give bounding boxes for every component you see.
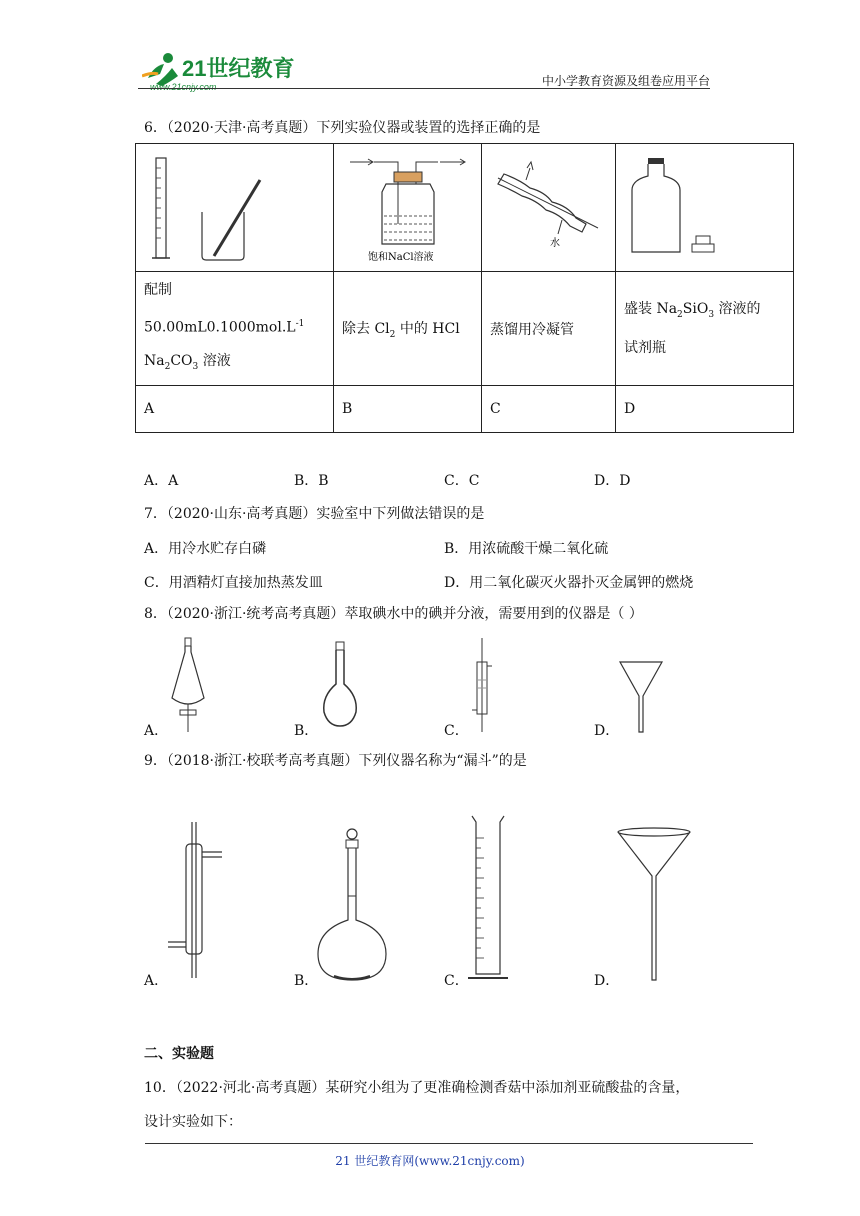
reagent-bottle-icon xyxy=(624,144,785,267)
condenser-tube-icon xyxy=(490,144,607,267)
footer-link[interactable]: 21 世纪教育网(www.21cnjy.com) xyxy=(335,1154,525,1168)
q7-option-c[interactable]: C．用酒精灯直接加热蒸发皿 xyxy=(144,575,323,591)
q7-option-a[interactable]: A．用冷水贮存白磷 xyxy=(144,541,267,557)
section-title: 二、实验题 xyxy=(144,1046,214,1062)
funnel-icon xyxy=(618,656,664,736)
volumetric-flask-icon xyxy=(318,640,362,730)
q6-cell-d: 盛装 $Na_2SiO_3$ 溶液的 试剂瓶 xyxy=(616,272,794,386)
q7-option-d[interactable]: D．用二氧化碳灭火器扑灭金属钾的燃烧 xyxy=(444,575,694,591)
graduated-cylinder-icon xyxy=(464,814,510,984)
q6-cell-c: 蒸馏用冷凝管 xyxy=(482,272,616,386)
q6-stem: 6．（2020·天津·高考真题）下列实验仪器或装置的选择正确的是 xyxy=(144,120,541,136)
svg-text:www.21cnjy.com: www.21cnjy.com xyxy=(150,82,217,92)
q6-cell-b: 除去 $Cl_2$ 中的 HCl xyxy=(334,272,482,386)
q10-stem-line2: 设计实验如下： xyxy=(144,1114,242,1130)
q8-option-c[interactable]: C． xyxy=(444,723,469,739)
q8-option-b[interactable]: B． xyxy=(294,723,319,739)
q7-stem: 7．（2020·山东·高考真题）实验室中下列做法错误的是 xyxy=(144,506,485,522)
q6-letter-b: B xyxy=(334,386,482,433)
q6-letter-a: A xyxy=(136,386,334,433)
q6-description-row xyxy=(136,272,794,386)
q6-option-b[interactable]: B．B xyxy=(294,473,329,489)
volumetric-cylinder-beaker-icon xyxy=(144,144,325,267)
separatory-funnel-icon xyxy=(168,636,208,736)
q6-letter-row xyxy=(136,386,794,433)
q8-option-d[interactable]: D． xyxy=(594,723,620,739)
q6-figure-b xyxy=(334,144,482,272)
q6-letter-c: C xyxy=(482,386,616,433)
q6-figure-row xyxy=(136,144,794,272)
q6-letter-d: D xyxy=(616,386,794,433)
site-logo xyxy=(142,48,312,92)
q6-option-d[interactable]: D．D xyxy=(594,473,631,489)
q9-option-b[interactable]: B． xyxy=(294,973,319,989)
q7-option-b[interactable]: B．用浓硫酸干燥二氧化硫 xyxy=(444,541,609,557)
q9-option-c[interactable]: C． xyxy=(444,973,469,989)
q6-option-c[interactable]: C．C xyxy=(444,473,480,489)
volumetric-flask-large-icon xyxy=(314,826,394,986)
svg-text:水: 水 xyxy=(550,238,560,249)
svg-text:饱和NaCl溶液: 饱和NaCl溶液 xyxy=(368,252,434,263)
condenser-tube-large-icon xyxy=(166,820,226,980)
header-platform-text: 中小学教育资源及组卷应用平台 xyxy=(541,74,710,88)
q6-option-a[interactable]: A．A xyxy=(144,473,179,489)
funnel-large-icon xyxy=(614,826,694,986)
condenser-small-icon xyxy=(470,636,494,736)
header-divider xyxy=(138,88,710,89)
q6-figure-d xyxy=(616,144,794,272)
footer-divider xyxy=(145,1143,753,1144)
q10-stem-line1: 10．（2022·河北·高考真题）某研究小组为了更准确检测香菇中添加剂亚硫酸盐的含量， xyxy=(144,1080,690,1096)
q8-stem: 8．（2020·浙江·统考高考真题）萃取碘水中的碘并分液，需要用到的仪器是（ ） xyxy=(144,606,643,622)
gas-washing-bottle-icon xyxy=(342,144,473,267)
q9-option-a[interactable]: A． xyxy=(144,973,169,989)
q9-stem: 9．（2018·浙江·校联考高考真题）下列仪器名称为“漏斗”的是 xyxy=(144,753,527,769)
q6-cell-a: 配制 $50.00mL0.1000mol.L^{-1}$ $Na_2CO_3$ 溶液 xyxy=(136,272,334,386)
q8-option-a[interactable]: A． xyxy=(144,723,169,739)
q6-figure-a xyxy=(136,144,334,272)
q6-table xyxy=(135,143,794,433)
q9-option-d[interactable]: D． xyxy=(594,973,620,989)
q6-figure-c xyxy=(482,144,616,272)
svg-text:21世纪教育: 21世纪教育 xyxy=(182,56,295,81)
